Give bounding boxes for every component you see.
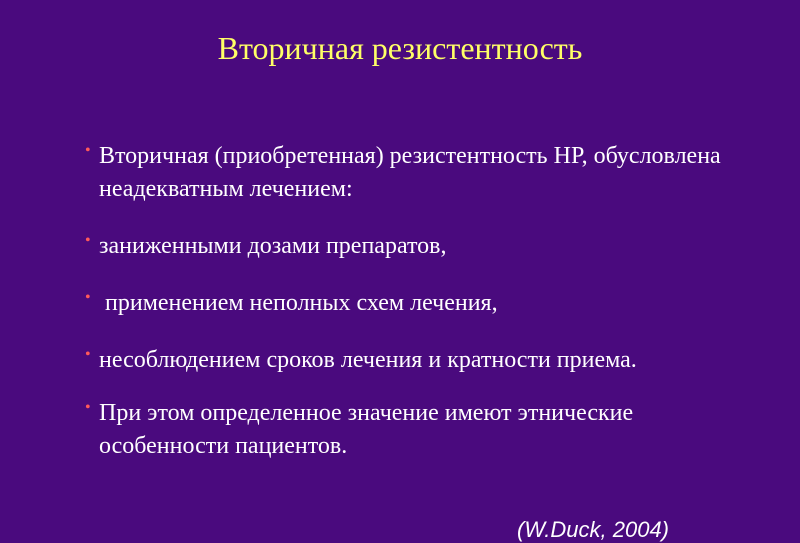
- bullet-text: Вторичная (приобретенная) резистентность HP, обусловлена неадекватным лечением:: [99, 143, 721, 202]
- bullet-list: [85, 140, 765, 486]
- bullet-marker-icon: •: [85, 346, 91, 363]
- bullet-item: [85, 140, 765, 206]
- bullet-text: несоблюдением сроков лечения и кратности приема.: [99, 347, 637, 373]
- bullet-marker-icon: •: [85, 399, 91, 416]
- bullet-item: [85, 287, 765, 320]
- bullet-item: [85, 397, 765, 463]
- bullet-text: При этом определенное значение имеют этнические особенности пациентов.: [99, 400, 634, 459]
- bullet-text: заниженными дозами препаратов,: [99, 233, 447, 259]
- bullet-marker-icon: •: [85, 142, 91, 159]
- bullet-marker-icon: •: [85, 289, 91, 306]
- citation: (W.Duck, 2004): [517, 517, 670, 542]
- bullet-text: применением неполных схем лечения,: [99, 290, 498, 316]
- slide-title: Вторичная резистентность: [217, 30, 583, 66]
- bullet-item: [85, 230, 765, 263]
- bullet-marker-icon: •: [85, 232, 91, 249]
- bullet-item: [85, 344, 765, 377]
